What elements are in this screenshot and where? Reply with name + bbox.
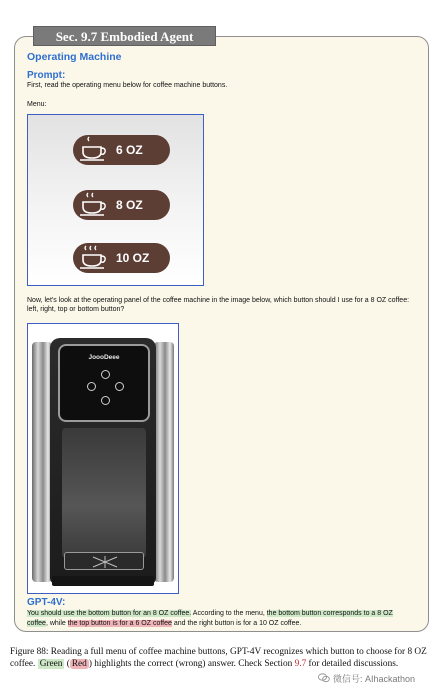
answer-label: GPT-4V: — [27, 597, 66, 608]
figure-caption — [10, 646, 434, 670]
coffee-cup-icon — [73, 243, 113, 273]
answer-plain-1: According to the menu, — [191, 610, 267, 617]
coffee-cup-icon — [73, 190, 113, 220]
caption-green-label: Green — [39, 659, 63, 669]
menu-item-label: 6 OZ — [116, 143, 143, 157]
answer-correct-2: the bottom button corresponds to a 8 OZ coffee — [27, 610, 393, 627]
coffee-machine-image — [27, 323, 179, 594]
caption-text-3: ) highlights the correct (wrong) answer. Check Section — [88, 659, 295, 669]
machine-base — [52, 576, 154, 586]
machine-left-panel — [32, 342, 52, 582]
drip-tray — [64, 552, 144, 570]
section-link[interactable]: 9.7 — [294, 659, 307, 669]
top-button — [101, 370, 110, 379]
menu-item-6oz — [73, 135, 170, 165]
answer-text — [27, 609, 411, 628]
menu-label: Menu: — [27, 101, 47, 108]
brew-area — [62, 428, 146, 558]
prompt-label: Prompt: — [27, 70, 66, 81]
menu-item-10oz — [73, 243, 170, 273]
coffee-cup-icon — [73, 135, 113, 165]
watermark-text: 微信号: AIhackathon — [333, 674, 416, 684]
answer-wrong: the top button is for a 6 OZ coffee — [67, 619, 172, 627]
machine-brand: JoooDeee — [88, 354, 120, 361]
caption-text-1: Figure 88: Reading a full menu of coffee machine buttons, GPT-4V recognizes which button to choose for 8 OZ coffee. — [10, 647, 427, 669]
caption-text-4: for detailed discussions. — [306, 659, 399, 669]
caption-red-label: Red — [71, 659, 87, 669]
control-panel — [58, 344, 150, 422]
left-button — [87, 382, 96, 391]
answer-correct-1: You should use the bottom button for an 8 OZ coffee. — [27, 610, 192, 617]
heading: Operating Machine — [27, 51, 122, 63]
menu-item-label: 10 OZ — [116, 251, 150, 265]
menu-item-label: 8 OZ — [116, 198, 143, 212]
coffee-menu-image — [27, 114, 204, 286]
section-tab: Sec. 9.7 Embodied Agent — [33, 26, 216, 46]
question-text: Now, let's look at the operating panel of the coffee machine in the image below, which button should I use for a 8 OZ coffee: left, right, top or bottom button? — [27, 297, 410, 313]
answer-plain-2: , while — [45, 619, 68, 627]
right-button — [115, 382, 124, 391]
answer-plain-3: and the right button is for a 10 OZ coffee. — [171, 619, 302, 627]
watermark — [318, 672, 415, 685]
prompt-text: First, read the operating menu below for coffee machine buttons. — [27, 82, 228, 89]
machine-right-panel — [154, 342, 174, 582]
caption-text-2: ( — [64, 659, 70, 669]
wechat-icon — [318, 673, 330, 685]
bottom-button — [101, 396, 110, 405]
menu-item-8oz — [73, 190, 170, 220]
